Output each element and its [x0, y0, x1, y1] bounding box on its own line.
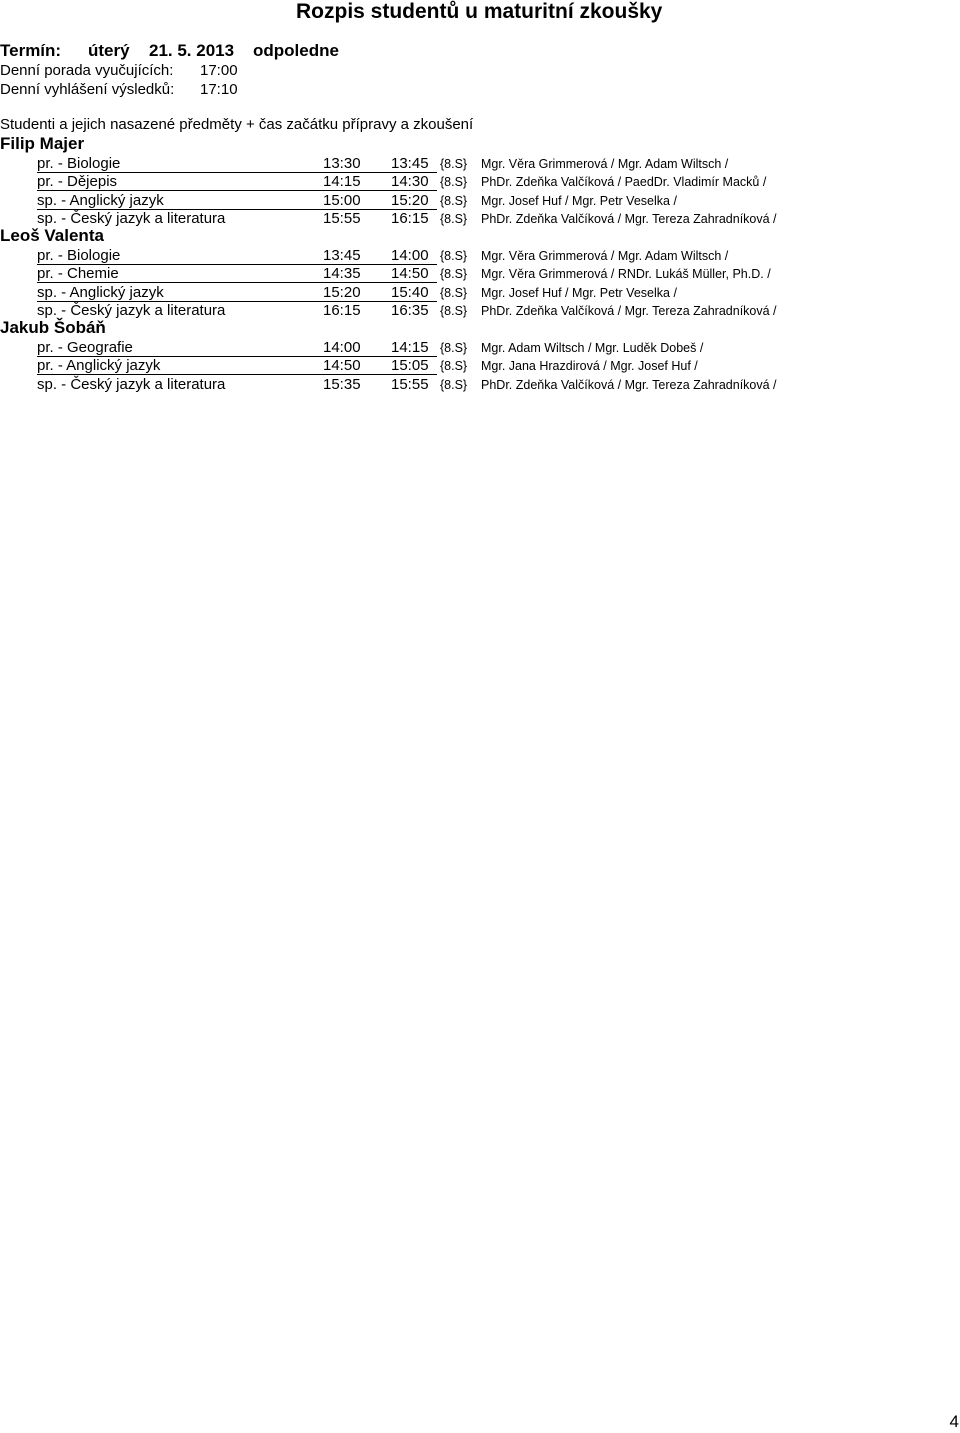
- page-number: 4: [949, 1412, 959, 1431]
- exam-start-time: 15:00: [323, 191, 361, 209]
- term-date: 21. 5. 2013: [149, 41, 235, 60]
- exam-row: [0, 173, 960, 191]
- exam-start-time: 15:55: [323, 209, 361, 227]
- exam-start-time: 16:15: [323, 301, 361, 319]
- exam-subject: pr. - Biologie: [37, 155, 121, 172]
- exam-row: [0, 155, 960, 173]
- exam-row: [0, 339, 960, 357]
- exam-examiners: PhDr. Zdeňka Valčíková / Mgr. Tereza Zahradníková /: [481, 303, 777, 318]
- info-meeting-label: Denní porada vyučujících:: [0, 62, 174, 79]
- exam-start-time: 15:20: [323, 283, 361, 301]
- exam-examiners: Mgr. Josef Huf / Mgr. Petr Veselka /: [481, 285, 677, 300]
- exam-end-time: 15:55: [391, 375, 429, 393]
- exam-subject: sp. - Anglický jazyk: [37, 191, 164, 209]
- exam-start-time: 14:50: [323, 357, 361, 375]
- student-name: Filip Majer: [0, 134, 85, 153]
- exam-examiners: Mgr. Jana Hrazdirová / Mgr. Josef Huf /: [481, 359, 698, 374]
- exam-examiners: Mgr. Adam Wiltsch / Mgr. Luděk Dobeš /: [481, 341, 704, 355]
- exam-examiners: PhDr. Zdeňka Valčíková / Mgr. Tereza Zahradníková /: [481, 211, 777, 226]
- exam-row: [0, 284, 960, 302]
- exam-room: {8.S}: [440, 211, 468, 226]
- exam-subject: sp. - Český jazyk a literatura: [37, 375, 226, 393]
- exam-room: {8.S}: [440, 285, 468, 300]
- page-title: Rozpis studentů u maturitní zkoušky: [296, 0, 663, 23]
- exam-end-time: 14:00: [391, 247, 429, 264]
- exam-subject: pr. - Biologie: [37, 247, 121, 264]
- student-name: Leoš Valenta: [0, 226, 104, 245]
- exam-room: {8.S}: [440, 341, 468, 355]
- exam-subject: sp. - Český jazyk a literatura: [37, 301, 226, 319]
- exam-room: {8.S}: [440, 377, 468, 392]
- exam-subject: pr. - Anglický jazyk: [37, 357, 161, 375]
- term-label: Termín:: [0, 41, 62, 60]
- exam-end-time: 14:50: [391, 265, 429, 283]
- exam-examiners: Mgr. Věra Grimmerová / Mgr. Adam Wiltsch /: [481, 249, 729, 263]
- exam-end-time: 16:15: [391, 209, 429, 227]
- student-name: Jakub Šobáň: [0, 318, 106, 337]
- exam-examiners: PhDr. Zdeňka Valčíková / PaedDr. Vladimír Macků /: [481, 175, 767, 190]
- exam-room: {8.S}: [440, 267, 468, 282]
- exam-end-time: 15:20: [391, 191, 429, 209]
- exam-start-time: 13:30: [323, 155, 361, 172]
- info-results-value: 17:10: [200, 81, 238, 98]
- exam-subject: sp. - Anglický jazyk: [37, 283, 164, 301]
- exam-start-time: 14:00: [323, 339, 361, 356]
- exam-row: [0, 210, 960, 228]
- exam-end-time: 14:30: [391, 173, 429, 191]
- exam-start-time: 13:45: [323, 247, 361, 264]
- info-results-label: Denní vyhlášení výsledků:: [0, 81, 175, 98]
- exam-end-time: 16:35: [391, 301, 429, 319]
- exam-examiners: Mgr. Věra Grimmerová / RNDr. Lukáš Müller, Ph.D. /: [481, 267, 771, 282]
- schedule-subtitle: Studenti a jejich nasazené předměty + čas začátku přípravy a zkoušení: [0, 116, 474, 133]
- exam-subject: sp. - Český jazyk a literatura: [37, 209, 226, 227]
- exam-subject: pr. - Geografie: [37, 339, 133, 356]
- exam-room: {8.S}: [440, 157, 468, 171]
- exam-start-time: 14:35: [323, 265, 361, 283]
- exam-room: {8.S}: [440, 175, 468, 190]
- info-meeting-value: 17:00: [200, 62, 238, 79]
- exam-start-time: 14:15: [323, 173, 361, 191]
- exam-room: {8.S}: [440, 359, 468, 374]
- term-day: úterý: [88, 41, 130, 60]
- exam-room: {8.S}: [440, 249, 468, 263]
- exam-row: [0, 302, 960, 320]
- exam-row: [0, 192, 960, 210]
- exam-row: [0, 247, 960, 265]
- exam-room: {8.S}: [440, 193, 468, 208]
- exam-examiners: PhDr. Zdeňka Valčíková / Mgr. Tereza Zahradníková /: [481, 377, 777, 392]
- exam-end-time: 13:45: [391, 155, 429, 172]
- exam-subject: pr. - Dějepis: [37, 173, 118, 191]
- exam-row: [0, 376, 960, 394]
- exam-end-time: 14:15: [391, 339, 429, 356]
- exam-examiners: Mgr. Věra Grimmerová / Mgr. Adam Wiltsch /: [481, 157, 729, 171]
- exam-end-time: 15:05: [391, 357, 429, 375]
- exam-examiners: Mgr. Josef Huf / Mgr. Petr Veselka /: [481, 193, 677, 208]
- exam-room: {8.S}: [440, 303, 468, 318]
- exam-start-time: 15:35: [323, 375, 361, 393]
- exam-subject: pr. - Chemie: [37, 265, 119, 283]
- term-part: odpoledne: [253, 41, 339, 60]
- exam-end-time: 15:40: [391, 283, 429, 301]
- exam-row: [0, 357, 960, 375]
- exam-row: [0, 265, 960, 283]
